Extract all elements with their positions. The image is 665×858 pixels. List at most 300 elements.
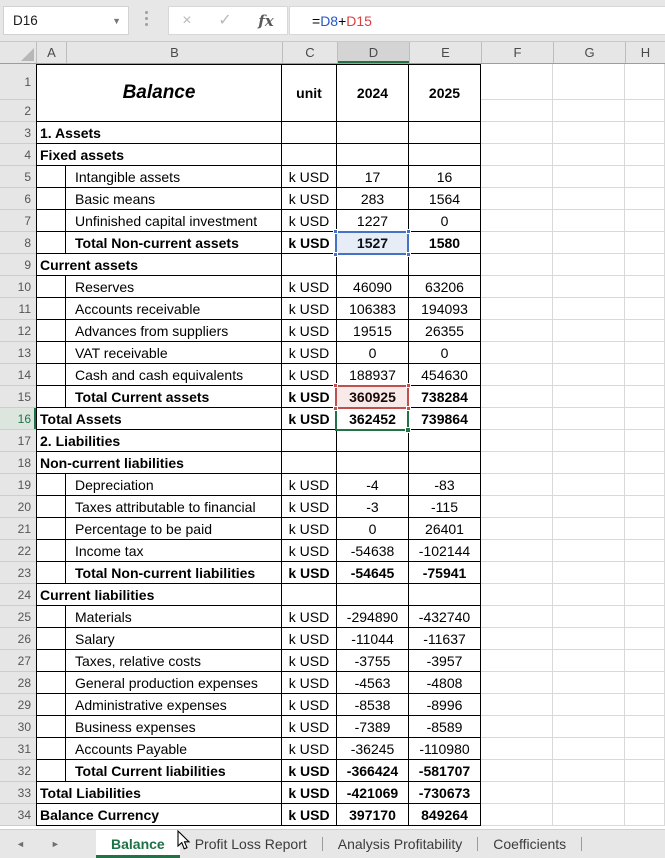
cell-D17[interactable]	[337, 430, 409, 452]
row-header-14[interactable]: 14	[0, 364, 36, 386]
row-header-27[interactable]: 27	[0, 650, 36, 672]
cell-H3[interactable]	[625, 122, 665, 144]
cell-F17[interactable]	[481, 430, 553, 452]
row-header-18[interactable]: 18	[0, 452, 36, 474]
cell-H19[interactable]	[625, 474, 665, 496]
cell-A17[interactable]: 2. Liabilities	[36, 430, 282, 452]
cell-H11[interactable]	[625, 298, 665, 320]
cell-G26[interactable]	[553, 628, 625, 650]
cell-G3[interactable]	[553, 122, 625, 144]
row-header-19[interactable]: 19	[0, 474, 36, 496]
cell-G6[interactable]	[553, 188, 625, 210]
cell-G28[interactable]	[553, 672, 625, 694]
cell-B27[interactable]: Taxes, relative costs	[66, 650, 282, 672]
tab-balance[interactable]: Balance	[96, 830, 180, 858]
cell-F28[interactable]	[481, 672, 553, 694]
cell-G23[interactable]	[553, 562, 625, 584]
cell-C13[interactable]: k USD	[282, 342, 337, 364]
cell-C30[interactable]: k USD	[282, 716, 337, 738]
cell-G32[interactable]	[553, 760, 625, 782]
cell-B20[interactable]: Taxes attributable to financial	[66, 496, 282, 518]
cell-E19[interactable]: -83	[409, 474, 481, 496]
cell-B25[interactable]: Materials	[66, 606, 282, 628]
cell-C19[interactable]: k USD	[282, 474, 337, 496]
cell-C26[interactable]: k USD	[282, 628, 337, 650]
cell-H30[interactable]	[625, 716, 665, 738]
cell-D7[interactable]: 1227	[337, 210, 409, 232]
tab-profit-loss-report[interactable]: Profit Loss Report	[194, 836, 307, 852]
cell-F32[interactable]	[481, 760, 553, 782]
cell-F23[interactable]	[481, 562, 553, 584]
cell-D22[interactable]: -54638	[337, 540, 409, 562]
cell-D31[interactable]: -36245	[337, 738, 409, 760]
row-header-21[interactable]: 21	[0, 518, 36, 540]
cell-H29[interactable]	[625, 694, 665, 716]
row-header-23[interactable]: 23	[0, 562, 36, 584]
cell-E27[interactable]: -3957	[409, 650, 481, 672]
row-header-7[interactable]: 7	[0, 210, 36, 232]
cell-C5[interactable]: k USD	[282, 166, 337, 188]
cell-E8[interactable]: 1580	[409, 232, 481, 254]
cell-H17[interactable]	[625, 430, 665, 452]
cell-B26[interactable]: Salary	[66, 628, 282, 650]
cell-F27[interactable]	[481, 650, 553, 672]
cell-D29[interactable]: -8538	[337, 694, 409, 716]
cell-A7[interactable]	[36, 210, 66, 232]
cell-B12[interactable]: Advances from suppliers	[66, 320, 282, 342]
cell-G33[interactable]	[553, 782, 625, 804]
cell-C15[interactable]: k USD	[282, 386, 337, 408]
cell-A25[interactable]	[36, 606, 66, 628]
cell-E30[interactable]: -8589	[409, 716, 481, 738]
enter-icon[interactable]: ✓	[218, 11, 232, 29]
cell-A24[interactable]: Current liabilities	[36, 584, 282, 606]
cell-C6[interactable]: k USD	[282, 188, 337, 210]
cell-D13[interactable]: 0	[337, 342, 409, 364]
cell-D26[interactable]: -11044	[337, 628, 409, 650]
cell-E11[interactable]: 194093	[409, 298, 481, 320]
cell-G15[interactable]	[553, 386, 625, 408]
row-header-25[interactable]: 25	[0, 606, 36, 628]
cell-D11[interactable]: 106383	[337, 298, 409, 320]
cell-E5[interactable]: 16	[409, 166, 481, 188]
cell-H34[interactable]	[625, 804, 665, 826]
cell-A12[interactable]	[36, 320, 66, 342]
column-header-B[interactable]: B	[66, 42, 282, 63]
cell-A30[interactable]	[36, 716, 66, 738]
cell-E12[interactable]: 26355	[409, 320, 481, 342]
cell-E15[interactable]: 738284	[409, 386, 481, 408]
row-header-22[interactable]: 22	[0, 540, 36, 562]
column-header-E[interactable]: E	[409, 42, 481, 63]
cell-H26[interactable]	[625, 628, 665, 650]
cell-H14[interactable]	[625, 364, 665, 386]
column-header-G[interactable]: G	[553, 42, 625, 63]
cell-C11[interactable]: k USD	[282, 298, 337, 320]
cell-C21[interactable]: k USD	[282, 518, 337, 540]
cell-G14[interactable]	[553, 364, 625, 386]
cell-B11[interactable]: Accounts receivable	[66, 298, 282, 320]
cell-year-2024[interactable]: 2024	[337, 64, 409, 122]
cell-G30[interactable]	[553, 716, 625, 738]
cell-A19[interactable]	[36, 474, 66, 496]
tab-coefficients[interactable]: Coefficients	[493, 836, 567, 852]
cell-D3[interactable]	[337, 122, 409, 144]
cancel-icon[interactable]: ×	[182, 11, 192, 29]
cell-G29[interactable]	[553, 694, 625, 716]
cell-H12[interactable]	[625, 320, 665, 342]
cell-C23[interactable]: k USD	[282, 562, 337, 584]
cell-B19[interactable]: Depreciation	[66, 474, 282, 496]
cell-H33[interactable]	[625, 782, 665, 804]
cell-A18[interactable]: Non-current liabilities	[36, 452, 282, 474]
cell-G18[interactable]	[553, 452, 625, 474]
cell-F9[interactable]	[481, 254, 553, 276]
cell-A20[interactable]	[36, 496, 66, 518]
row-header-24[interactable]: 24	[0, 584, 36, 606]
cell-H23[interactable]	[625, 562, 665, 584]
cell-D34[interactable]: 397170	[337, 804, 409, 826]
cell-D32[interactable]: -366424	[337, 760, 409, 782]
cell-F8[interactable]	[481, 232, 553, 254]
cell-A28[interactable]	[36, 672, 66, 694]
cell-F15[interactable]	[481, 386, 553, 408]
cell-D20[interactable]: -3	[337, 496, 409, 518]
cell-A4[interactable]: Fixed assets	[36, 144, 282, 166]
cell-G34[interactable]	[553, 804, 625, 826]
cell-F16[interactable]	[481, 408, 553, 430]
cell-F7[interactable]	[481, 210, 553, 232]
cell-D27[interactable]: -3755	[337, 650, 409, 672]
cell-A29[interactable]	[36, 694, 66, 716]
cell-G13[interactable]	[553, 342, 625, 364]
cell-C20[interactable]: k USD	[282, 496, 337, 518]
cell-F33[interactable]	[481, 782, 553, 804]
cell-G19[interactable]	[553, 474, 625, 496]
cell-B14[interactable]: Cash and cash equivalents	[66, 364, 282, 386]
cell-C22[interactable]: k USD	[282, 540, 337, 562]
cell-H28[interactable]	[625, 672, 665, 694]
cell-D19[interactable]: -4	[337, 474, 409, 496]
cell-A14[interactable]	[36, 364, 66, 386]
cell-E14[interactable]: 454630	[409, 364, 481, 386]
cell-D10[interactable]: 46090	[337, 276, 409, 298]
row-header-29[interactable]: 29	[0, 694, 36, 716]
cell-G27[interactable]	[553, 650, 625, 672]
cell-H21[interactable]	[625, 518, 665, 540]
cell-B7[interactable]: Unfinished capital investment	[66, 210, 282, 232]
column-header-F[interactable]: F	[481, 42, 553, 63]
cell-C4[interactable]	[282, 144, 337, 166]
cell-B21[interactable]: Percentage to be paid	[66, 518, 282, 540]
cell-C12[interactable]: k USD	[282, 320, 337, 342]
cell-A22[interactable]	[36, 540, 66, 562]
cell-H32[interactable]	[625, 760, 665, 782]
cell-B31[interactable]: Accounts Payable	[66, 738, 282, 760]
cell-C29[interactable]: k USD	[282, 694, 337, 716]
cell-H7[interactable]	[625, 210, 665, 232]
cell-H13[interactable]	[625, 342, 665, 364]
cell-E20[interactable]: -115	[409, 496, 481, 518]
cell-C18[interactable]	[282, 452, 337, 474]
cell-C3[interactable]	[282, 122, 337, 144]
cell-D14[interactable]: 188937	[337, 364, 409, 386]
cell-B15[interactable]: Total Current assets	[66, 386, 282, 408]
cell-G5[interactable]	[553, 166, 625, 188]
cell-H5[interactable]	[625, 166, 665, 188]
row-header-34[interactable]: 34	[0, 804, 36, 826]
cell-G17[interactable]	[553, 430, 625, 452]
row-header-28[interactable]: 28	[0, 672, 36, 694]
select-all-corner[interactable]	[0, 42, 36, 63]
cell-C33[interactable]: k USD	[282, 782, 337, 804]
cell-A10[interactable]	[36, 276, 66, 298]
cell-F5[interactable]	[481, 166, 553, 188]
cell-H20[interactable]	[625, 496, 665, 518]
cell-B28[interactable]: General production expenses	[66, 672, 282, 694]
cell-C7[interactable]: k USD	[282, 210, 337, 232]
cell-E13[interactable]: 0	[409, 342, 481, 364]
row-header-6[interactable]: 6	[0, 188, 36, 210]
cell-G9[interactable]	[553, 254, 625, 276]
cell-D30[interactable]: -7389	[337, 716, 409, 738]
cell-F21[interactable]	[481, 518, 553, 540]
cell-F11[interactable]	[481, 298, 553, 320]
cell-G31[interactable]	[553, 738, 625, 760]
cell-A6[interactable]	[36, 188, 66, 210]
row-header-33[interactable]: 33	[0, 782, 36, 804]
name-box[interactable]	[3, 6, 129, 35]
cell-D33[interactable]: -421069	[337, 782, 409, 804]
cell-E23[interactable]: -75941	[409, 562, 481, 584]
cell-G7[interactable]	[553, 210, 625, 232]
cell-H31[interactable]	[625, 738, 665, 760]
cell-F4[interactable]	[481, 144, 553, 166]
cell-B13[interactable]: VAT receivable	[66, 342, 282, 364]
cell-F3[interactable]	[481, 122, 553, 144]
column-header-H[interactable]: H	[625, 42, 665, 63]
cell-H27[interactable]	[625, 650, 665, 672]
cell-E21[interactable]: 26401	[409, 518, 481, 540]
cell-H24[interactable]	[625, 584, 665, 606]
cell-G25[interactable]	[553, 606, 625, 628]
cell-D4[interactable]	[337, 144, 409, 166]
cell-G21[interactable]	[553, 518, 625, 540]
cell-year-2025[interactable]: 2025	[409, 64, 481, 122]
cell-F6[interactable]	[481, 188, 553, 210]
cell-C34[interactable]: k USD	[282, 804, 337, 826]
cell-A33[interactable]: Total Liabilities	[36, 782, 282, 804]
cell-A16[interactable]: Total Assets	[36, 408, 282, 430]
cell-E22[interactable]: -102144	[409, 540, 481, 562]
cell-E4[interactable]	[409, 144, 481, 166]
cell-C9[interactable]	[282, 254, 337, 276]
cell-B29[interactable]: Administrative expenses	[66, 694, 282, 716]
cell-F12[interactable]	[481, 320, 553, 342]
cell-H15[interactable]	[625, 386, 665, 408]
cell-F18[interactable]	[481, 452, 553, 474]
cell-A23[interactable]	[36, 562, 66, 584]
cell-B8[interactable]: Total Non-current assets	[66, 232, 282, 254]
cell-E29[interactable]: -8996	[409, 694, 481, 716]
cell-A11[interactable]	[36, 298, 66, 320]
row-header-4[interactable]: 4	[0, 144, 36, 166]
row-header-17[interactable]: 17	[0, 430, 36, 452]
row-header-12[interactable]: 12	[0, 320, 36, 342]
cell-F14[interactable]	[481, 364, 553, 386]
cell-D24[interactable]	[337, 584, 409, 606]
tab-analysis-profitability[interactable]: Analysis Profitability	[337, 836, 463, 852]
cell-D16[interactable]: 362452	[337, 408, 409, 430]
cell-H6[interactable]	[625, 188, 665, 210]
column-header-C[interactable]: C	[282, 42, 337, 63]
cell-G8[interactable]	[553, 232, 625, 254]
cell-D15[interactable]: 360925	[337, 386, 409, 408]
cell-C17[interactable]	[282, 430, 337, 452]
cell-C8[interactable]: k USD	[282, 232, 337, 254]
cell-F29[interactable]	[481, 694, 553, 716]
cell-D23[interactable]: -54645	[337, 562, 409, 584]
row-header-13[interactable]: 13	[0, 342, 36, 364]
cell-A32[interactable]	[36, 760, 66, 782]
cell-G22[interactable]	[553, 540, 625, 562]
cell-D9[interactable]	[337, 254, 409, 276]
cell-F34[interactable]	[481, 804, 553, 826]
cell-D5[interactable]: 17	[337, 166, 409, 188]
insert-function-icon[interactable]: fx	[258, 11, 274, 30]
cell-D8[interactable]: 1527	[337, 232, 409, 254]
cell-G1[interactable]	[553, 64, 625, 122]
cell-F24[interactable]	[481, 584, 553, 606]
cell-H16[interactable]	[625, 408, 665, 430]
row-header-1[interactable]: 1	[0, 64, 36, 100]
cell-A31[interactable]	[36, 738, 66, 760]
cell-A34[interactable]: Balance Currency	[36, 804, 282, 826]
cell-D28[interactable]: -4563	[337, 672, 409, 694]
cell-unit-header[interactable]: unit	[282, 64, 337, 122]
row-header-10[interactable]: 10	[0, 276, 36, 298]
cell-E34[interactable]: 849264	[409, 804, 481, 826]
cell-D18[interactable]	[337, 452, 409, 474]
cell-G24[interactable]	[553, 584, 625, 606]
row-header-31[interactable]: 31	[0, 738, 36, 760]
cell-A21[interactable]	[36, 518, 66, 540]
cell-H22[interactable]	[625, 540, 665, 562]
cell-E6[interactable]: 1564	[409, 188, 481, 210]
row-header-20[interactable]: 20	[0, 496, 36, 518]
cell-H4[interactable]	[625, 144, 665, 166]
cell-G11[interactable]	[553, 298, 625, 320]
row-header-8[interactable]: 8	[0, 232, 36, 254]
cell-F22[interactable]	[481, 540, 553, 562]
cell-E7[interactable]: 0	[409, 210, 481, 232]
cell-B23[interactable]: Total Non-current liabilities	[66, 562, 282, 584]
column-header-A[interactable]: A	[36, 42, 66, 63]
cell-E16[interactable]: 739864	[409, 408, 481, 430]
cell-C28[interactable]: k USD	[282, 672, 337, 694]
column-header-D[interactable]: D	[337, 42, 409, 63]
cell-A15[interactable]	[36, 386, 66, 408]
cell-C10[interactable]: k USD	[282, 276, 337, 298]
cell-E28[interactable]: -4808	[409, 672, 481, 694]
cell-E31[interactable]: -110980	[409, 738, 481, 760]
cell-C32[interactable]: k USD	[282, 760, 337, 782]
cell-E25[interactable]: -432740	[409, 606, 481, 628]
cell-H1[interactable]	[625, 64, 665, 122]
cell-G20[interactable]	[553, 496, 625, 518]
cell-F25[interactable]	[481, 606, 553, 628]
cell-E10[interactable]: 63206	[409, 276, 481, 298]
cell-A13[interactable]	[36, 342, 66, 364]
cell-F20[interactable]	[481, 496, 553, 518]
cell-E32[interactable]: -581707	[409, 760, 481, 782]
cell-F30[interactable]	[481, 716, 553, 738]
cell-C14[interactable]: k USD	[282, 364, 337, 386]
row-header-16[interactable]: 16	[0, 408, 36, 430]
row-header-30[interactable]: 30	[0, 716, 36, 738]
cell-C24[interactable]	[282, 584, 337, 606]
cell-D21[interactable]: 0	[337, 518, 409, 540]
row-header-3[interactable]: 3	[0, 122, 36, 144]
cell-A27[interactable]	[36, 650, 66, 672]
row-header-15[interactable]: 15	[0, 386, 36, 408]
cell-A8[interactable]	[36, 232, 66, 254]
row-header-2[interactable]: 2	[0, 100, 36, 122]
cell-F31[interactable]	[481, 738, 553, 760]
cell-C25[interactable]: k USD	[282, 606, 337, 628]
row-header-5[interactable]: 5	[0, 166, 36, 188]
name-box-dropdown-icon[interactable]: ▼	[112, 15, 121, 26]
row-header-26[interactable]: 26	[0, 628, 36, 650]
tab-scroll-right-icon[interactable]: ►	[50, 839, 60, 849]
cell-H8[interactable]	[625, 232, 665, 254]
cell-E3[interactable]	[409, 122, 481, 144]
cell-E17[interactable]	[409, 430, 481, 452]
cell-F10[interactable]	[481, 276, 553, 298]
cell-H25[interactable]	[625, 606, 665, 628]
row-header-32[interactable]: 32	[0, 760, 36, 782]
cell-A5[interactable]	[36, 166, 66, 188]
cell-F19[interactable]	[481, 474, 553, 496]
cell-C27[interactable]: k USD	[282, 650, 337, 672]
cell-E18[interactable]	[409, 452, 481, 474]
cell-C31[interactable]: k USD	[282, 738, 337, 760]
cell-D12[interactable]: 19515	[337, 320, 409, 342]
cell-B22[interactable]: Income tax	[66, 540, 282, 562]
cell-E24[interactable]	[409, 584, 481, 606]
cell-B30[interactable]: Business expenses	[66, 716, 282, 738]
cell-F1[interactable]	[481, 64, 553, 122]
cell-G10[interactable]	[553, 276, 625, 298]
cell-H18[interactable]	[625, 452, 665, 474]
cell-D25[interactable]: -294890	[337, 606, 409, 628]
cell-H10[interactable]	[625, 276, 665, 298]
cell-D6[interactable]: 283	[337, 188, 409, 210]
cell-F13[interactable]	[481, 342, 553, 364]
cell-F26[interactable]	[481, 628, 553, 650]
cell-E9[interactable]	[409, 254, 481, 276]
cell-G12[interactable]	[553, 320, 625, 342]
cell-G4[interactable]	[553, 144, 625, 166]
cell-A9[interactable]: Current assets	[36, 254, 282, 276]
cell-B6[interactable]: Basic means	[66, 188, 282, 210]
cell-title[interactable]: Balance	[36, 64, 282, 122]
row-header-11[interactable]: 11	[0, 298, 36, 320]
row-header-9[interactable]: 9	[0, 254, 36, 276]
cell-C16[interactable]: k USD	[282, 408, 337, 430]
cell-G16[interactable]	[553, 408, 625, 430]
cell-A3[interactable]: 1. Assets	[36, 122, 282, 144]
